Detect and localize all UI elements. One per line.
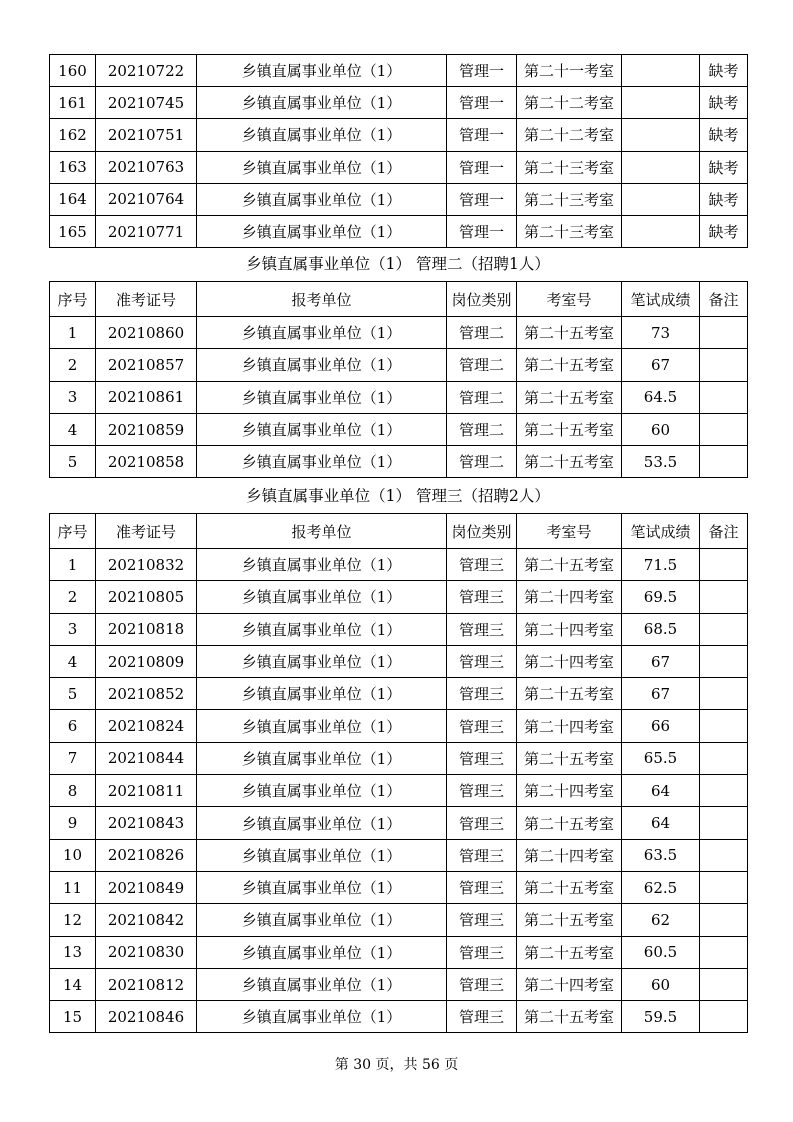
cell-type: 管理三 [447,839,517,871]
cell-type: 管理三 [447,968,517,1000]
cell-room: 第二十五考室 [517,807,622,839]
table-row [50,55,748,87]
cell-seq: 5 [50,446,96,478]
cell-id: 20210763 [96,151,197,183]
cell-id: 20210860 [96,317,197,349]
cell-id: 20210844 [96,742,197,774]
cell-id: 20210771 [96,215,197,247]
header-cell-type: 岗位类别 [447,282,517,317]
cell-note [700,936,748,968]
table-row [50,613,748,645]
cell-type: 管理三 [447,904,517,936]
cell-id: 20210830 [96,936,197,968]
table-header-row [50,514,748,549]
cell-room: 第二十四考室 [517,968,622,1000]
section-title-management-3: 乡镇直属事业单位（1） 管理三（招聘2人） [246,487,550,505]
cell-seq: 9 [50,807,96,839]
cell-id: 20210809 [96,645,197,677]
table-row [50,413,748,445]
cell-note: 缺考 [700,151,748,183]
cell-type: 管理三 [447,1001,517,1033]
cell-note [700,381,748,413]
cell-unit: 乡镇直属事业单位（1） [197,55,447,87]
table-row [50,87,748,119]
cell-room: 第二十五考室 [517,413,622,445]
cell-type: 管理二 [447,317,517,349]
cell-type: 管理一 [447,215,517,247]
cell-score: 62.5 [622,871,700,903]
cell-type: 管理三 [447,936,517,968]
cell-unit: 乡镇直属事业单位（1） [197,839,447,871]
header-cell-type: 岗位类别 [447,514,517,549]
cell-unit: 乡镇直属事业单位（1） [197,678,447,710]
table-row [50,904,748,936]
cell-type: 管理三 [447,645,517,677]
cell-seq: 1 [50,549,96,581]
cell-note [700,742,748,774]
cell-note [700,413,748,445]
table-row [50,807,748,839]
cell-seq: 161 [50,87,96,119]
cell-note [700,904,748,936]
cell-room: 第二十四考室 [517,581,622,613]
cell-unit: 乡镇直属事业单位（1） [197,904,447,936]
cell-id: 20210818 [96,613,197,645]
cell-score: 69.5 [622,581,700,613]
table-row [50,871,748,903]
cell-score: 68.5 [622,613,700,645]
cell-seq: 4 [50,413,96,445]
cell-id: 20210842 [96,904,197,936]
cell-room: 第二十三考室 [517,151,622,183]
cell-score: 73 [622,317,700,349]
cell-seq: 4 [50,645,96,677]
cell-unit: 乡镇直属事业单位（1） [197,151,447,183]
cell-id: 20210852 [96,678,197,710]
management-2-table-body [50,282,748,478]
cell-seq: 15 [50,1001,96,1033]
header-cell-note: 备注 [700,514,748,549]
cell-note [700,839,748,871]
cell-type: 管理三 [447,549,517,581]
cell-score: 67 [622,349,700,381]
cell-id: 20210824 [96,710,197,742]
cell-type: 管理三 [447,775,517,807]
cell-id: 20210811 [96,775,197,807]
cell-seq: 3 [50,613,96,645]
cell-id: 20210849 [96,871,197,903]
cell-note [700,807,748,839]
cell-note [700,871,748,903]
cell-seq: 163 [50,151,96,183]
header-cell-unit: 报考单位 [197,514,447,549]
cell-note [700,613,748,645]
cell-score [622,215,700,247]
table-row [50,549,748,581]
cell-unit: 乡镇直属事业单位（1） [197,742,447,774]
cell-type: 管理二 [447,413,517,445]
cell-seq: 2 [50,349,96,381]
cell-note [700,775,748,807]
cell-type: 管理一 [447,183,517,215]
cell-note [700,645,748,677]
cell-type: 管理二 [447,446,517,478]
management-3-table-body [50,514,748,1033]
cell-unit: 乡镇直属事业单位（1） [197,87,447,119]
cell-note [700,446,748,478]
cell-unit: 乡镇直属事业单位（1） [197,381,447,413]
cell-type: 管理三 [447,678,517,710]
cell-score: 65.5 [622,742,700,774]
cell-type: 管理一 [447,87,517,119]
table-row [50,678,748,710]
cell-seq: 11 [50,871,96,903]
table-row [50,317,748,349]
cell-note [700,549,748,581]
cell-type: 管理二 [447,381,517,413]
cell-unit: 乡镇直属事业单位（1） [197,549,447,581]
cell-id: 20210846 [96,1001,197,1033]
management-3-table [49,513,748,1033]
cell-score: 60 [622,413,700,445]
cell-seq: 10 [50,839,96,871]
table-header-row [50,282,748,317]
cell-note [700,317,748,349]
cell-room: 第二十五考室 [517,381,622,413]
header-cell-seq: 序号 [50,282,96,317]
table-row [50,645,748,677]
cell-room: 第二十二考室 [517,119,622,151]
table-row [50,775,748,807]
cell-score: 64 [622,775,700,807]
cell-seq: 8 [50,775,96,807]
cell-score [622,119,700,151]
table-row [50,119,748,151]
cell-seq: 1 [50,317,96,349]
cell-id: 20210826 [96,839,197,871]
cell-score: 67 [622,645,700,677]
cell-seq: 164 [50,183,96,215]
cell-score: 64.5 [622,381,700,413]
cell-id: 20210812 [96,968,197,1000]
cell-id: 20210805 [96,581,197,613]
cell-note [700,1001,748,1033]
table-row [50,839,748,871]
cell-id: 20210722 [96,55,197,87]
cell-type: 管理三 [447,613,517,645]
cell-score: 63.5 [622,839,700,871]
cell-room: 第二十四考室 [517,775,622,807]
cell-unit: 乡镇直属事业单位（1） [197,645,447,677]
table-row [50,183,748,215]
cell-room: 第二十五考室 [517,742,622,774]
cell-score: 66 [622,710,700,742]
cell-unit: 乡镇直属事业单位（1） [197,775,447,807]
cell-unit: 乡镇直属事业单位（1） [197,936,447,968]
cell-score: 53.5 [622,446,700,478]
cell-room: 第二十四考室 [517,645,622,677]
cell-room: 第二十一考室 [517,55,622,87]
cell-id: 20210764 [96,183,197,215]
table-row [50,215,748,247]
cell-score [622,183,700,215]
cell-unit: 乡镇直属事业单位（1） [197,349,447,381]
cell-room: 第二十四考室 [517,710,622,742]
table-row [50,936,748,968]
cell-seq: 14 [50,968,96,1000]
cell-id: 20210751 [96,119,197,151]
cell-room: 第二十五考室 [517,936,622,968]
cell-note: 缺考 [700,215,748,247]
cell-score: 67 [622,678,700,710]
cell-note [700,581,748,613]
header-cell-unit: 报考单位 [197,282,447,317]
cell-seq: 162 [50,119,96,151]
cell-unit: 乡镇直属事业单位（1） [197,215,447,247]
table-row [50,151,748,183]
cell-note [700,349,748,381]
cell-id: 20210861 [96,381,197,413]
cell-seq: 2 [50,581,96,613]
table-row [50,710,748,742]
cell-unit: 乡镇直属事业单位（1） [197,317,447,349]
cell-seq: 6 [50,710,96,742]
cell-score: 62 [622,904,700,936]
cell-note: 缺考 [700,87,748,119]
cell-note [700,968,748,1000]
cell-type: 管理一 [447,151,517,183]
page-footer: 第 30 页，共 56 页 [334,1057,459,1073]
cell-room: 第二十五考室 [517,871,622,903]
cell-type: 管理三 [447,871,517,903]
cell-type: 管理三 [447,581,517,613]
table-row [50,349,748,381]
cell-type: 管理三 [447,807,517,839]
cell-id: 20210832 [96,549,197,581]
table-row [50,381,748,413]
cell-room: 第二十五考室 [517,904,622,936]
table-row [50,968,748,1000]
cell-id: 20210843 [96,807,197,839]
cell-unit: 乡镇直属事业单位（1） [197,581,447,613]
cell-room: 第二十四考室 [517,613,622,645]
cell-room: 第二十五考室 [517,1001,622,1033]
cell-unit: 乡镇直属事业单位（1） [197,1001,447,1033]
cell-room: 第二十五考室 [517,349,622,381]
section-title-management-2: 乡镇直属事业单位（1） 管理二（招聘1人） [246,255,550,273]
header-cell-note: 备注 [700,282,748,317]
cell-type: 管理三 [447,742,517,774]
cell-unit: 乡镇直属事业单位（1） [197,871,447,903]
cell-note [700,710,748,742]
cell-seq: 3 [50,381,96,413]
cell-score: 71.5 [622,549,700,581]
cell-score: 59.5 [622,1001,700,1033]
cell-id: 20210859 [96,413,197,445]
cell-score [622,87,700,119]
header-cell-score: 笔试成绩 [622,514,700,549]
cell-score: 60.5 [622,936,700,968]
cell-room: 第二十五考室 [517,317,622,349]
cell-unit: 乡镇直属事业单位（1） [197,710,447,742]
cell-id: 20210858 [96,446,197,478]
cell-room: 第二十五考室 [517,446,622,478]
cell-score: 64 [622,807,700,839]
cell-seq: 13 [50,936,96,968]
cell-seq: 5 [50,678,96,710]
cell-score [622,151,700,183]
header-cell-seq: 序号 [50,514,96,549]
cell-unit: 乡镇直属事业单位（1） [197,413,447,445]
cell-type: 管理三 [447,710,517,742]
header-cell-score: 笔试成绩 [622,282,700,317]
table-row [50,1001,748,1033]
cell-room: 第二十五考室 [517,678,622,710]
cell-unit: 乡镇直属事业单位（1） [197,446,447,478]
header-cell-id: 准考证号 [96,282,197,317]
management-2-table [49,281,748,478]
header-cell-room: 考室号 [517,514,622,549]
cell-note: 缺考 [700,183,748,215]
continuation-table [49,54,748,248]
cell-room: 第二十二考室 [517,87,622,119]
cell-unit: 乡镇直属事业单位（1） [197,119,447,151]
cell-type: 管理二 [447,349,517,381]
table-row [50,742,748,774]
cell-unit: 乡镇直属事业单位（1） [197,183,447,215]
cell-note: 缺考 [700,55,748,87]
cell-seq: 160 [50,55,96,87]
cell-seq: 7 [50,742,96,774]
header-cell-room: 考室号 [517,282,622,317]
table-row [50,446,748,478]
cell-room: 第二十三考室 [517,215,622,247]
cell-score [622,55,700,87]
table-row [50,581,748,613]
cell-note [700,678,748,710]
cell-note: 缺考 [700,119,748,151]
header-cell-id: 准考证号 [96,514,197,549]
cell-unit: 乡镇直属事业单位（1） [197,613,447,645]
cell-room: 第二十四考室 [517,839,622,871]
cell-unit: 乡镇直属事业单位（1） [197,968,447,1000]
cell-room: 第二十五考室 [517,549,622,581]
cell-type: 管理一 [447,119,517,151]
continuation-table-body [50,55,748,248]
cell-score: 60 [622,968,700,1000]
cell-id: 20210857 [96,349,197,381]
cell-type: 管理一 [447,55,517,87]
cell-seq: 12 [50,904,96,936]
cell-room: 第二十三考室 [517,183,622,215]
cell-id: 20210745 [96,87,197,119]
cell-seq: 165 [50,215,96,247]
cell-unit: 乡镇直属事业单位（1） [197,807,447,839]
